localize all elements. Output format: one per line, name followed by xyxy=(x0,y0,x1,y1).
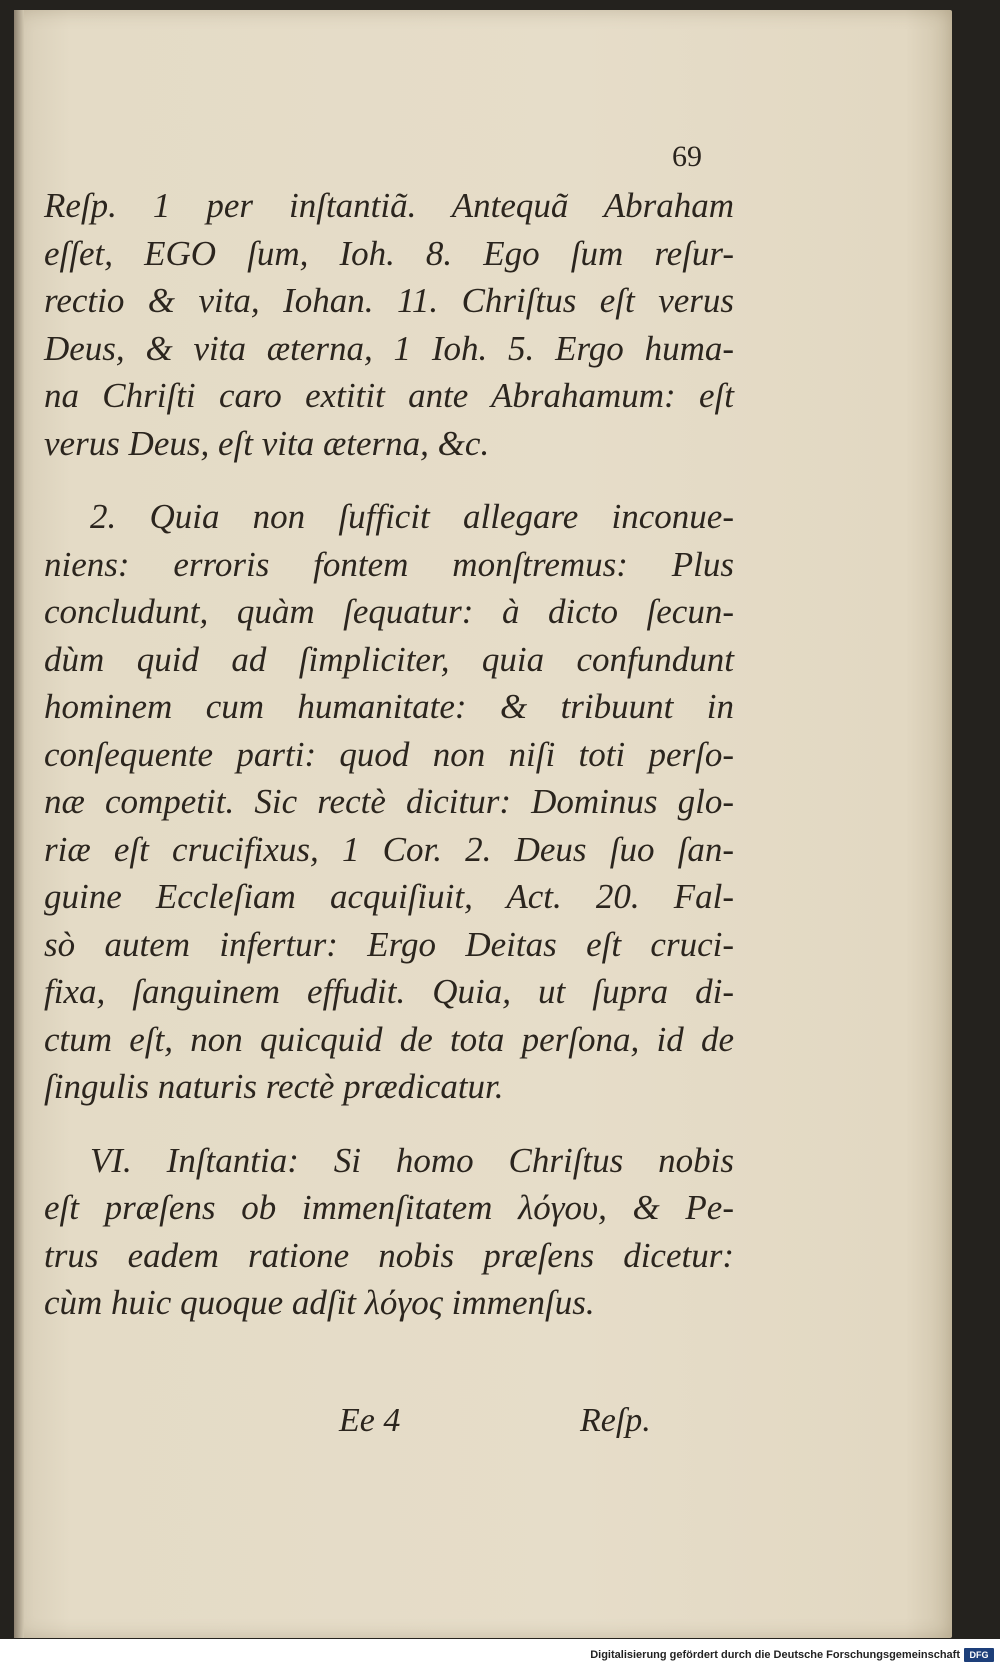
text-line: verus Deus, eſt vita æterna, &c. xyxy=(44,423,490,463)
dfg-logo: DFG xyxy=(964,1648,994,1662)
page-body xyxy=(44,182,734,1327)
text-line: guine Eccleſiam acquiſiuit, Act. 20. Fal- xyxy=(44,877,734,916)
text-line: riæ eſt crucifixus, 1 Cor. 2. Deus ſuo ſan- xyxy=(44,829,734,869)
paragraph-gap xyxy=(44,467,734,493)
text-line: rectio & vita, Iohan. 11. Chriſtus eſt verus xyxy=(44,281,734,320)
text-line: conſequente parti: quod non niſi toti perſo- xyxy=(44,734,734,774)
text-line: VI. Inſtantia: Si homo Chriſtus nobis xyxy=(90,1140,734,1180)
footer-bar xyxy=(0,1639,1000,1673)
text-line: hominem cum humanitate: & tribuunt in xyxy=(44,687,734,726)
page-binding-edge xyxy=(14,10,24,1638)
book-page xyxy=(14,10,952,1638)
text-line: niens: erroris fontem monſtremus: Plus xyxy=(44,544,734,584)
text-line: eſt præſens ob immenſitatem λόγου, & Pe- xyxy=(44,1188,734,1227)
text-line: na Chriſti caro extitit ante Abrahamum: eſt xyxy=(44,376,734,415)
catchword: Reſp. xyxy=(580,1402,651,1439)
text-line: ctum eſt, non quicquid de tota perſona, id de xyxy=(44,1019,734,1059)
text-line: eſſet, EGO ſum, Ioh. 8. Ego ſum reſur- xyxy=(44,233,734,273)
text-line: concludunt, quàm ſequatur: à dicto ſecun- xyxy=(44,592,734,631)
text-line: ſingulis naturis rectè prædicatur. xyxy=(44,1067,504,1106)
text-line: cùm huic quoque adſit λόγος immenſus. xyxy=(44,1283,595,1322)
paragraph-gap xyxy=(44,1111,734,1137)
text-line: dùm quid ad ſimpliciter, quia confundunt xyxy=(44,639,734,679)
text-line: trus eadem ratione nobis præſens dicetur: xyxy=(44,1235,734,1275)
text-line: næ competit. Sic rectè dicitur: Dominus glo- xyxy=(44,782,734,821)
signature-mark: Ee 4 xyxy=(339,1402,401,1439)
text-line: sò autem infertur: Ergo Deitas eſt cruci- xyxy=(44,924,734,964)
text-line: Reſp. 1 per inſtantiã. Antequã Abraham xyxy=(44,186,734,225)
funding-credit: Digitalisierung gefördert durch die Deutsche Forschungsgemeinschaft xyxy=(590,1649,960,1661)
page-number: 69 xyxy=(672,140,702,173)
text-line: 2. Quia non ſufficit allegare inconue- xyxy=(90,497,734,536)
text-line: Deus, & vita æterna, 1 Ioh. 5. Ergo huma- xyxy=(44,328,734,368)
text-line: fixa, ſanguinem effudit. Quia, ut ſupra di- xyxy=(44,972,734,1011)
